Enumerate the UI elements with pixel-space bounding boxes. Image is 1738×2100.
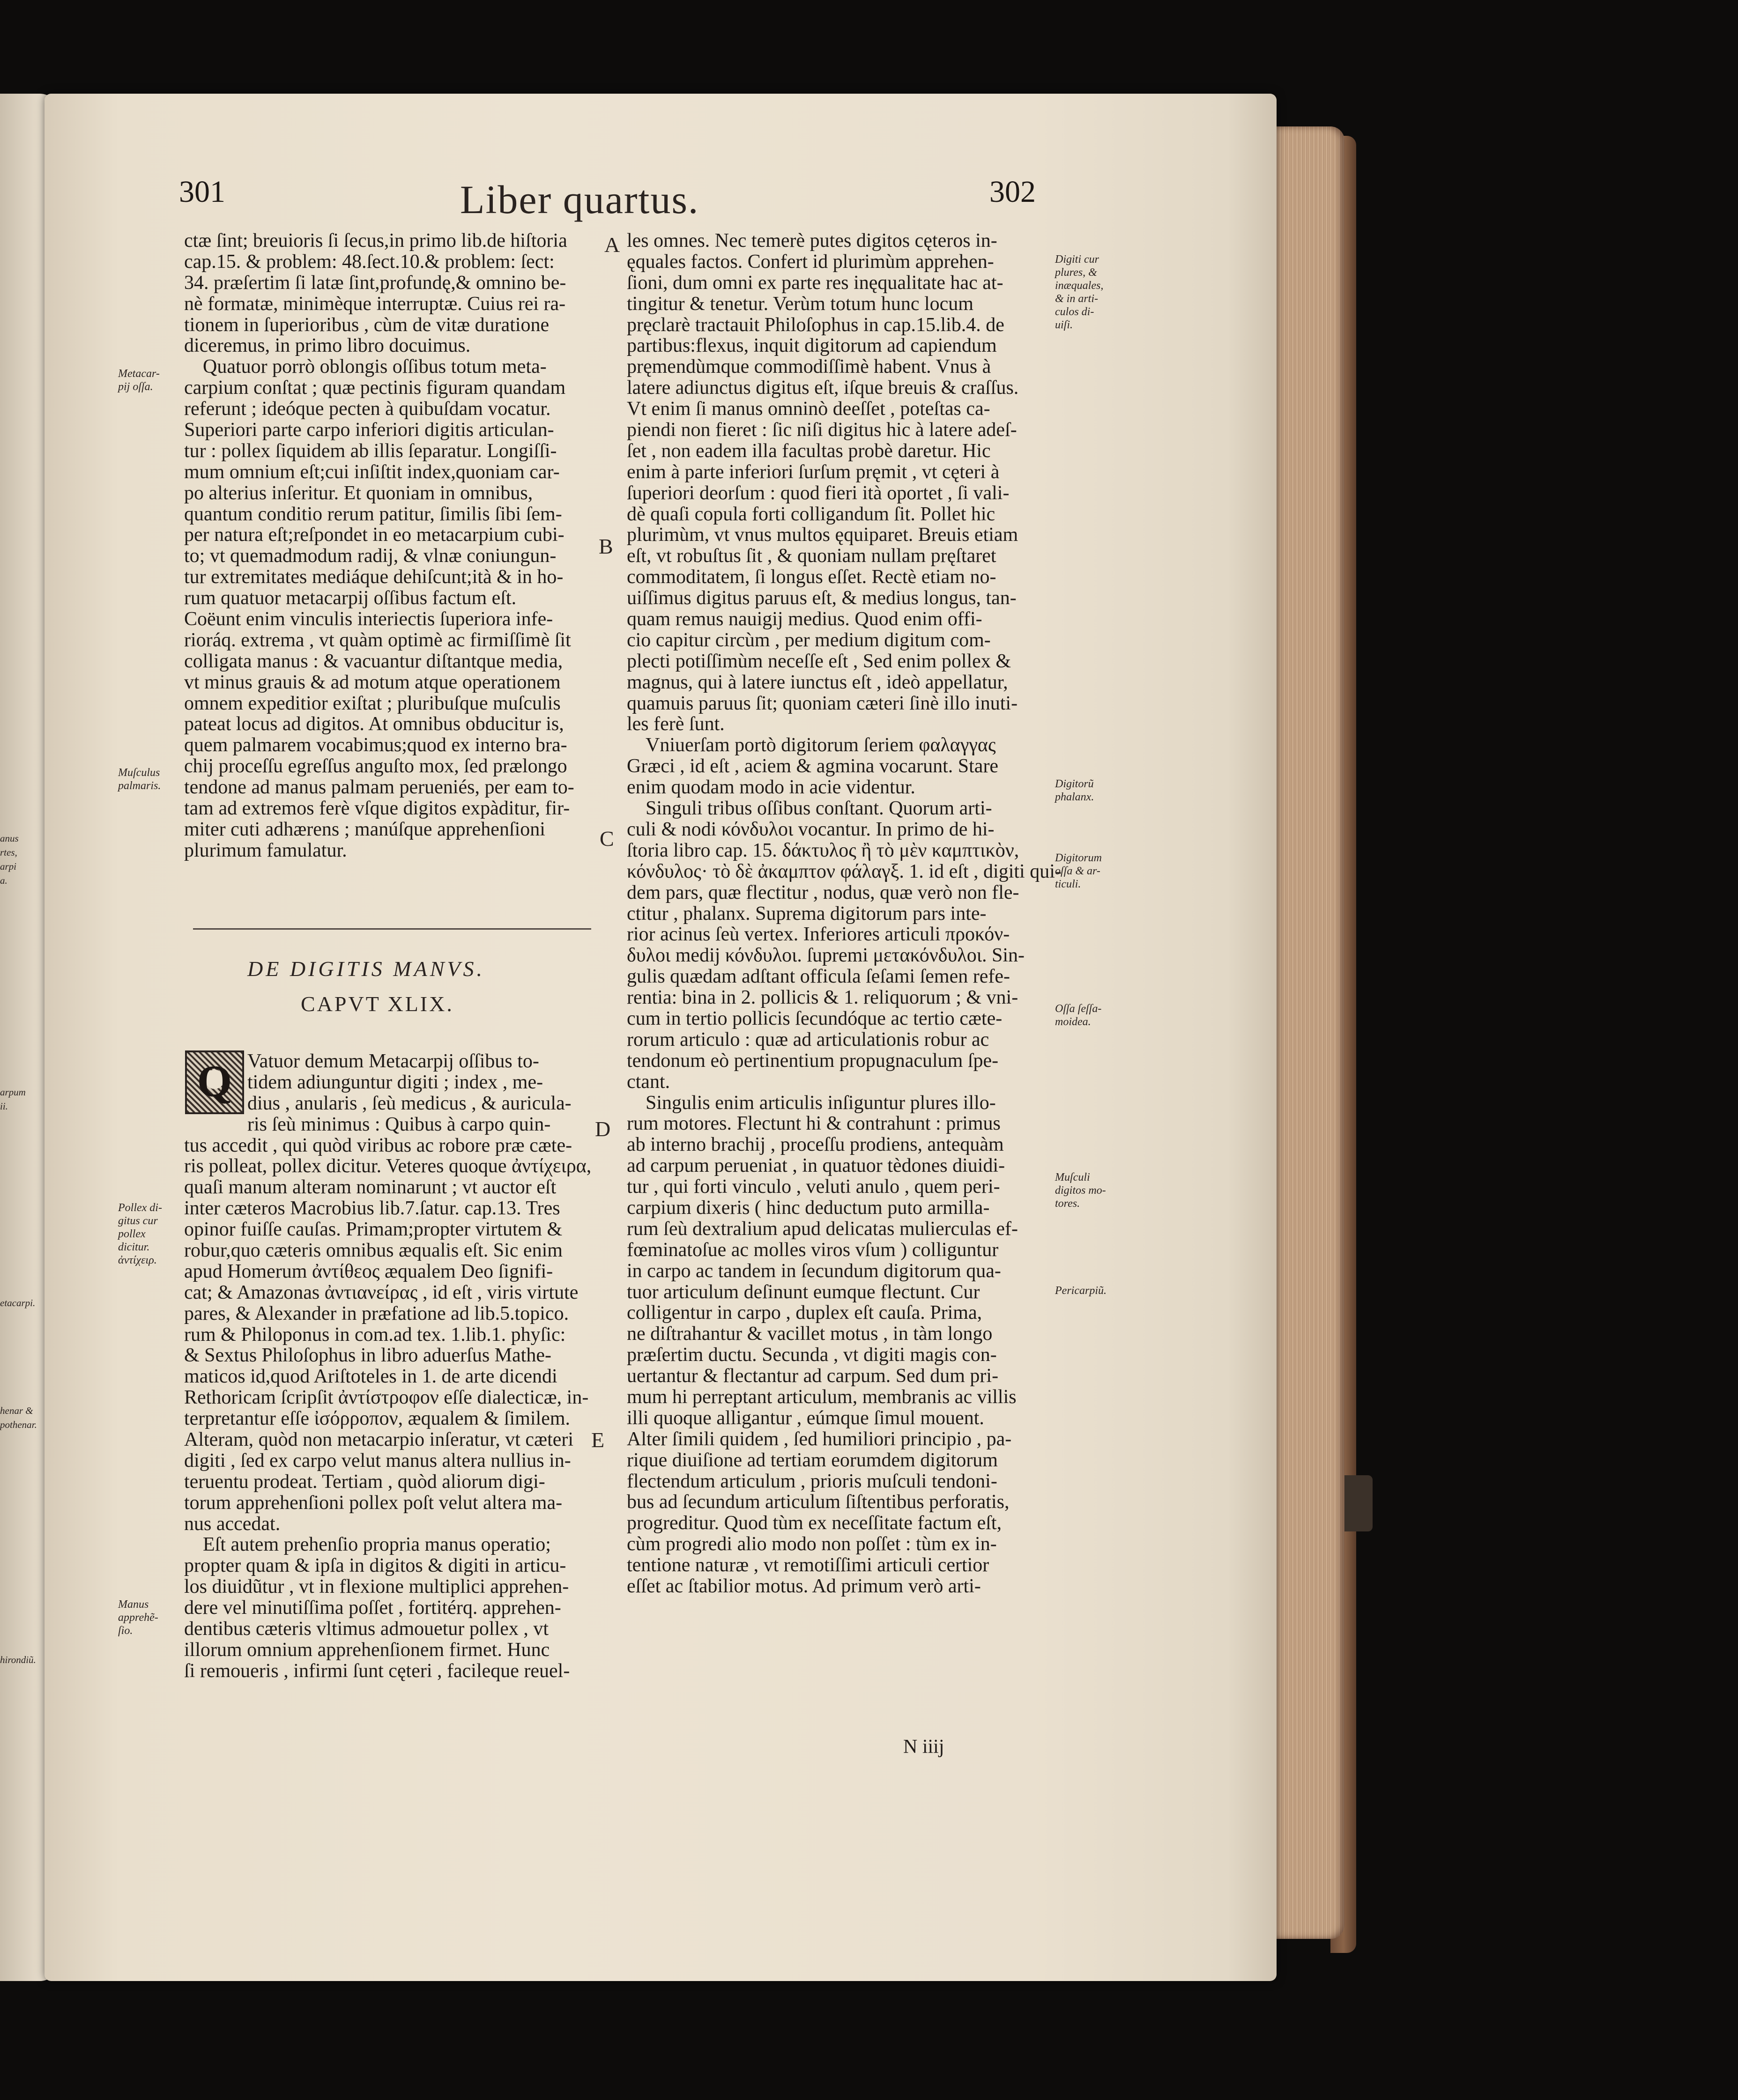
text-line: ab interno brachij , proceſſu prodiens, antequàm xyxy=(627,1134,1004,1156)
clasp xyxy=(1340,1475,1373,1531)
text-line: terpretantur eſſe ἰσόρροπον, æqualem & ſimilem. xyxy=(184,1408,571,1430)
text-line: bus ad ſecundum articulum ſiſtentibus perforatis, xyxy=(627,1491,1010,1513)
section-rule xyxy=(193,928,591,930)
text-line: les ferè ſunt. xyxy=(627,713,725,735)
text-line: plecti potiſſimùm neceſſe eſt , Sed enim pollex & xyxy=(627,650,1011,672)
text-line: Eſt autem prehenſio propria manus operatio; xyxy=(203,1534,551,1556)
text-line: ſet , non eadem illa facultas probè daretur. Hic xyxy=(627,440,991,462)
section-letter-d: D xyxy=(595,1117,611,1141)
text-line: mum hi perreptant articulum, membranis ac villis xyxy=(627,1386,1017,1408)
text-line: referunt ; ideóque pecten à quibuſdam vocatur. xyxy=(184,398,551,420)
text-line: quem palmarem vocabimus;quod ex interno bra- xyxy=(184,734,567,756)
text-line: ne diſtrahantur & vacillet motus , in tàm longo xyxy=(627,1323,993,1345)
section-letter-c: C xyxy=(600,827,614,850)
text-line: colligentur in carpo , duplex eſt cauſa. Prima, xyxy=(627,1302,982,1324)
text-line: quantum conditio rerum patitur, ſimilis ſibi ſem- xyxy=(184,503,562,525)
margin-note-inaequales: Digiti cur plures, & inæquales, & in arti- culos di- uiſi. xyxy=(1055,253,1104,331)
section-letter-b: B xyxy=(599,534,613,558)
text-line: cat; & Amazonas ἀντιανείρας , id eſt , viris virtute xyxy=(184,1281,579,1303)
text-line: cio capitur circùm , per medium digitum com- xyxy=(627,629,991,651)
text-line: rum motores. Flectunt hi & contrahunt : primus xyxy=(627,1113,1001,1135)
text-line: tidem adiunguntur digiti ; index , me- xyxy=(247,1071,543,1093)
text-line: ad carpum perueniat , in quatuor tèdones diuidi- xyxy=(627,1155,1005,1177)
text-line: ctitur , phalanx. Suprema digitorum pars inte- xyxy=(627,902,987,924)
text-line: ſuperiori deorſum : quod fieri ità oportet , ſi vali- xyxy=(627,482,1010,504)
text-line: pręmendùmque commodiſſimè habent. Vnus à xyxy=(627,356,991,378)
text-line: ſtoria libro cap. 15. δάκτυλος ἢ τὸ μὲν καμπτικὸν, xyxy=(627,839,1019,861)
text-line: rioráq. extrema , vt quàm optimè ac firmiſſimè ſit xyxy=(184,629,571,651)
margin-note-musculi: Muſculi digitos mo- tores. xyxy=(1055,1171,1106,1210)
margin-note-ossa: Digitorum oſſa & ar- ticuli. xyxy=(1055,852,1102,890)
text-line: pares, & Alexander in præfatione ad lib.5.topico. xyxy=(184,1302,569,1324)
text-line: Coëunt enim vinculis interiectis ſuperiora infe- xyxy=(184,608,553,630)
text-line: gulis quædam adſtant officula ſeſami ſemen refe- xyxy=(627,966,1010,988)
right-column-text xyxy=(627,230,1062,1597)
text-line: progreditur. Quod tùm ex neceſſitate factum eſt, xyxy=(627,1512,1002,1534)
text-line: eſt, vt robuſtus ſit , & quoniam nullam pręſtaret xyxy=(627,545,996,567)
text-line: in carpo ac tandem in ſecundum digitorum qua- xyxy=(627,1260,1001,1282)
section-letter-e: E xyxy=(591,1428,605,1452)
text-line: commoditatem, ſi longus eſſet. Rectè etiam no- xyxy=(627,566,996,588)
text-line: partibus:flexus, inquit digitorum ad capiendum xyxy=(627,335,997,357)
text-line: tur : pollex ſiquidem ab illis ſeparatur. Longiſſi- xyxy=(184,440,557,462)
text-line: ctant. xyxy=(627,1071,670,1093)
text-line: tuor articulum deſinunt eumque flectunt. Cur xyxy=(627,1281,980,1303)
text-line: eſſet ac ſtabilior motus. Ad primum verò arti- xyxy=(627,1575,981,1597)
text-line: κόνδυλος· τὸ δὲ ἀκαμπτον φάλαγξ. 1. id eſt , digiti qui- xyxy=(627,860,1062,882)
text-line: colligata manus : & vacuantur diſtantque media, xyxy=(184,650,563,672)
margin-note-pericarpium: Pericarpiũ. xyxy=(1055,1285,1107,1297)
text-line: 34. præſertim ſi latæ ſint,profundę,& omnino be- xyxy=(184,272,566,294)
text-line: propter quam & ipſa in digitos & digiti in articu- xyxy=(184,1555,566,1577)
facing-page-fragment: a. xyxy=(0,875,7,886)
text-line: quamuis paruus ſit; quoniam cæteri ſinè illo inuti- xyxy=(627,692,1018,714)
text-line: enim à parte inferiori ſurſum pręmit , vt cęteri à xyxy=(627,461,1000,483)
text-line: plurimum famulatur. xyxy=(184,839,347,861)
facing-page-fragment: henar & xyxy=(0,1405,33,1416)
section-heading: DE DIGITIS MANVS. xyxy=(247,957,485,981)
text-line: præſertim ductu. Secunda , vt digiti magis con- xyxy=(627,1344,997,1366)
text-line: quam remus nauigij medius. Quod enim offi- xyxy=(627,608,982,630)
facing-page-fragment: hirondiũ. xyxy=(0,1654,36,1665)
text-line: enim quodam modo in acie videntur. xyxy=(627,776,915,799)
text-line: Alter ſimili quidem , ſed humiliori principio , pa- xyxy=(627,1428,1012,1450)
signature-mark: N iiij xyxy=(903,1736,944,1758)
text-line: magnus, qui à latere iunctus eſt , ideò appellatur, xyxy=(627,671,1008,693)
section-letter-a: A xyxy=(604,233,620,257)
text-line: tendone ad manus palmam perueniés, per eam to- xyxy=(184,776,574,799)
text-line: nè formatæ, minimèque interruptæ. Cuius rei ra- xyxy=(184,293,566,315)
text-line: robur,quo cæteris omnibus æqualis eſt. Sic enim xyxy=(184,1240,563,1262)
initial-letter: Q xyxy=(197,1056,232,1106)
text-line: ſi remoueris , infirmi ſunt cęteri , facileque reuel- xyxy=(184,1660,570,1682)
text-line: vt minus grauis & ad motum atque operationem xyxy=(184,671,561,693)
chapter-heading: CAPVT XLIX. xyxy=(301,992,454,1016)
text-line: cùm progredi alio modo non poſſet : tùm ex in- xyxy=(627,1533,997,1555)
facing-page-fragment: anus xyxy=(0,833,19,844)
text-line: chij proceſſu egreſſus anguſto mox, ſed prælongo xyxy=(184,755,567,777)
left-column-text-2 xyxy=(184,1051,591,1682)
text-line: Singulis enim articulis inſiguntur plures illo- xyxy=(646,1092,996,1114)
text-line: rum quatuor metacarpij oſſibus factum eſt. xyxy=(184,587,517,609)
margin-note-prehensio: Manus apprehẽ- ſio. xyxy=(118,1598,158,1637)
text-line: rum ſeù dextralium apud delicatas mulierculas ef- xyxy=(627,1218,1018,1240)
text-line: quaſi manum alteram nominarunt ; vt auctor eſt xyxy=(184,1176,557,1198)
facing-page-fragment: rtes, xyxy=(0,847,17,858)
margin-note-sesamoidea: Oſſa ſeſſa- moidea. xyxy=(1055,1003,1102,1028)
text-line: Vatuor demum Metacarpij oſſibus to- xyxy=(247,1050,539,1072)
text-line: Alteram, quòd non metacarpio inſeratur, vt cæteri xyxy=(184,1429,574,1451)
text-line: ęquales factos. Confert id plurimùm apprehen- xyxy=(627,251,994,273)
text-line: latere adiunctus digitus eſt, iſque breuis & craſſus. xyxy=(627,377,1019,399)
text-line: to; vt quemadmodum radij, & vlnæ coniungun- xyxy=(184,545,557,567)
text-line: Quatuor porrò oblongis oſſibus totum meta- xyxy=(203,356,547,378)
text-line: tendonum eò pertinentium propugnaculum ſpe- xyxy=(627,1050,999,1072)
text-line: dius , anularis , ſeù medicus , & auricula- xyxy=(247,1092,572,1114)
text-line: ris polleat, pollex dicitur. Veteres quoque ἀντίχειρα, xyxy=(184,1155,592,1177)
text-line: ris ſeù minimus : Quibus à carpo quin- xyxy=(247,1113,551,1135)
text-line: maticos id,quod Ariſtoteles in 1. de arte dicendi xyxy=(184,1366,557,1388)
text-line: nus accedat. xyxy=(184,1513,281,1535)
text-line: miter cuti adhærens ; manúſque apprehenſioni xyxy=(184,818,545,840)
text-line: Vniuerſam portò digitorum ſeriem φαλαγγας xyxy=(646,734,996,756)
text-line: culi & nodi κόνδυλοι vocantur. In primo de hi- xyxy=(627,818,995,840)
text-line: tingitur & tenetur. Verùm totum hunc locum xyxy=(627,293,973,315)
text-line: ſioni, dum omni ex parte res inęqualitate hac at- xyxy=(627,272,1003,294)
facing-page-fragment: ii. xyxy=(0,1101,8,1112)
text-line: Rethoricam ſcripſit ἀντίστροφον eſſe dialecticæ, in- xyxy=(184,1387,589,1409)
page-number-right: 302 xyxy=(989,175,1036,209)
text-line: tionem in ſuperioribus , cùm de vitæ duratione xyxy=(184,314,550,336)
text-line: carpium conſtat ; quæ pectinis figuram quandam xyxy=(184,377,566,399)
text-line: illi quoque alligantur , eúmque ſimul mouent. xyxy=(627,1407,984,1429)
text-line: teruentu prodeat. Tertiam , quòd aliorum digi- xyxy=(184,1471,545,1493)
text-line: torum apprehenſioni pollex poſt velut altera ma- xyxy=(184,1492,563,1514)
text-line: pateat locus ad digitos. At omnibus obducitur is, xyxy=(184,713,564,735)
page-number-left: 301 xyxy=(179,175,225,209)
text-line: flectendum articulum , prioris muſculi tendoni- xyxy=(627,1470,997,1492)
text-line: Vt enim ſi manus omninò deeſſet , poteſtas ca- xyxy=(627,398,990,420)
text-line: rentia: bina in 2. pollicis & 1. reliquorum ; & vni- xyxy=(627,987,1018,1009)
text-line: per natura eſt;reſpondet in eo metacarpium cubi- xyxy=(184,524,564,546)
text-line: mum omnium eſt;cui inſiſtit index,quoniam car- xyxy=(184,461,560,483)
margin-note-pollex: Pollex di- gitus cur pollex dicitur. ἀντίχειρ. xyxy=(118,1202,162,1266)
text-line: los diuidũtur , vt in flexione multiplici apprehen- xyxy=(184,1576,569,1598)
text-line: Superiori parte carpo inferiori digitis articulan- xyxy=(184,419,554,441)
text-line: piendi non fieret : ſic niſi digitus hic à latere adeſ- xyxy=(627,419,1017,441)
text-line: inter cæteros Macrobius lib.7.ſatur. cap.13. Tres xyxy=(184,1198,560,1220)
margin-note-metacarpi: Metacar- pij oſſa. xyxy=(118,368,160,393)
text-line: rior acinus ſeù vertex. Inferiores articuli προκόν- xyxy=(627,924,1010,946)
text-line: tur extremitates mediáque dehiſcunt;ità & in ho- xyxy=(184,566,564,588)
text-line: dentibus cæteris vltimus admouetur pollex , vt xyxy=(184,1618,549,1640)
text-line: pręclarè tractauit Philoſophus in cap.15.lib.4. de xyxy=(627,314,1004,336)
running-title: Liber quartus. xyxy=(460,177,699,222)
text-line: omnem expeditior exiſtat ; pluribuſque muſculis xyxy=(184,692,561,714)
margin-note-palmaris: Muſculus palmaris. xyxy=(118,767,161,792)
text-line: cap.15. & problem: 48.ſect.10.& problem: ſect: xyxy=(184,251,555,273)
text-line: dere vel minutiſſima poſſet , fortitérq. apprehen- xyxy=(184,1597,561,1619)
text-line: carpium dixeris ( hinc deductum puto armilla- xyxy=(627,1197,990,1219)
text-line: tur , qui forti vinculo , veluti anulo , quem peri- xyxy=(627,1176,1000,1198)
text-line: illorum omnium apprehenſionem firmet. Hunc xyxy=(184,1639,550,1661)
text-line: uiſſimus digitus paruus eſt, & medius longus, tan- xyxy=(627,587,1017,609)
facing-page-fragment: etacarpi. xyxy=(0,1297,36,1309)
text-line: fœminatoſue ac molles viros vſum ) colliguntur xyxy=(627,1239,999,1261)
facing-page-fragment: arpi xyxy=(0,861,17,872)
text-line: ctæ ſint; breuioris ſi ſecus,in primo lib.de hiſtoria xyxy=(184,230,567,251)
text-line: tentione naturæ , vt remotiſſimi articuli certior xyxy=(627,1554,989,1576)
margin-note-phalanx: Digitorũ phalanx. xyxy=(1055,778,1094,803)
text-line: tus accedit , qui quòd viribus ac robore præ cæte- xyxy=(184,1134,572,1156)
text-line: dem pars, quæ flectitur , nodus, quæ verò non fle- xyxy=(627,881,1019,903)
text-line: plurimùm, vt vnus multos ęquiparet. Breuis etiam xyxy=(627,524,1018,546)
text-line: les omnes. Nec temerè putes digitos cęteros in- xyxy=(627,230,997,251)
text-line: rum & Philoponus in com.ad tex. 1.lib.1. phyſic: xyxy=(184,1324,566,1346)
left-column-text xyxy=(184,230,574,861)
text-line: rique diuiſione ad tertiam eorumdem digitorum xyxy=(627,1449,998,1471)
facing-page-fragment: arpum xyxy=(0,1087,26,1098)
text-line: dè quaſi copula forti colligandum ſit. Pollet hic xyxy=(627,503,995,525)
text-line: Græci , id eſt , aciem & agmina vocarunt. Stare xyxy=(627,755,999,777)
page-fore-edge xyxy=(1265,126,1344,1939)
text-line: rorum articulo : quæ ad articulationis robur ac xyxy=(627,1028,989,1050)
text-line: & Sextus Philoſophus in libro aduerſus Mathe- xyxy=(184,1345,551,1367)
text-line: opinor fuiſſe cauſas. Primam;propter virtutem & xyxy=(184,1219,563,1241)
text-line: digiti , ſed ex carpo velut manus altera nullius in- xyxy=(184,1449,571,1471)
text-line: uertantur & flectantur ad carpum. Sed dum pri- xyxy=(627,1365,999,1387)
text-line: tam ad extremos ferè vſque digitos expàditur, fir- xyxy=(184,798,570,820)
text-line: Singuli tribus oſſibus conſtant. Quorum arti- xyxy=(646,798,992,820)
text-line: diceremus, in primo libro docuimus. xyxy=(184,335,471,357)
text-line: po alterius inſeritur. Et quoniam in omnibus, xyxy=(184,482,533,504)
text-line: δυλοι medij κόνδυλοι. ſupremi μετακόνδυλοι. Sin- xyxy=(627,945,1025,967)
facing-page-fragment: pothenar. xyxy=(0,1419,37,1430)
text-line: apud Homerum ἀντίθεος æqualem Deo ſignifi- xyxy=(184,1260,553,1282)
text-line: cum in tertio pollicis ſecundóque ac tertio cæte- xyxy=(627,1007,1003,1029)
